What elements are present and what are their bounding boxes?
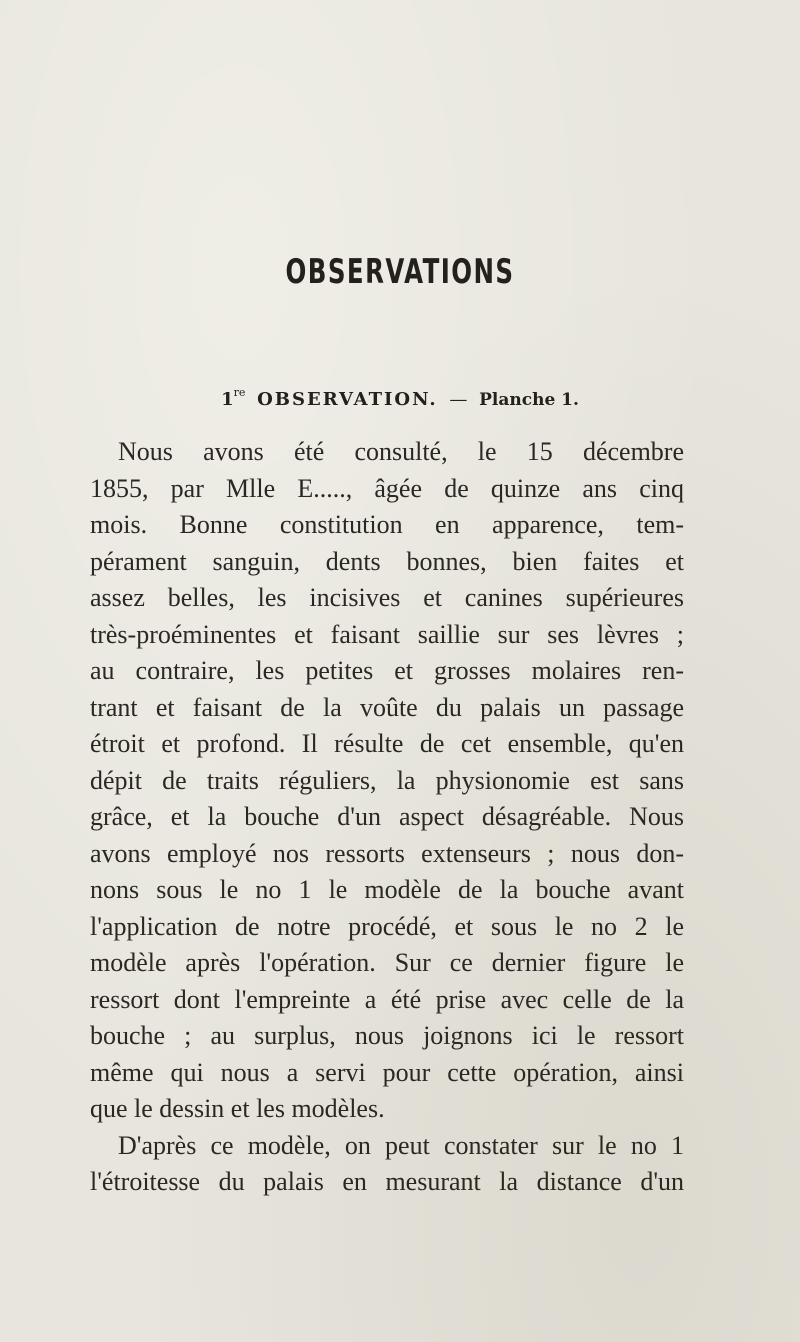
- observation-heading: [0, 388, 800, 410]
- observation-number: 1: [221, 389, 234, 410]
- text-line: au contraire, les petites et grosses molaires ren-: [90, 656, 684, 685]
- text-line: modèle après l'opération. Sur ce dernier figure le: [90, 948, 684, 977]
- heading-dash: —: [449, 389, 468, 410]
- plate-reference: Planche 1.: [479, 390, 579, 410]
- text-line: bouche ; au surplus, nous joignons ici le ressort: [90, 1021, 684, 1050]
- text-line: grâce, et la bouche d'un aspect désagréable. Nous: [90, 802, 684, 831]
- text-line: très-proéminentes et faisant saillie sur ses lèvres ;: [90, 619, 684, 649]
- text-line: mois. Bonne constitution en apparence, tem-: [90, 510, 684, 539]
- text-line: étroit et profond. Il résulte de cet ensemble, qu'en: [90, 729, 684, 758]
- text-line: que le dessin et les modèles.: [90, 1094, 385, 1123]
- text-line: dépit de traits réguliers, la physionomie est sans: [90, 765, 684, 795]
- text-line: avons employé nos ressorts extenseurs ; nous don-: [90, 838, 684, 868]
- text-line: nons sous le no 1 le modèle de la bouche avant: [90, 875, 684, 904]
- text-line: l'application de notre procédé, et sous le no 2 le: [90, 911, 684, 941]
- text-line: l'étroitesse du palais en mesurant la distance d'un: [90, 1167, 684, 1196]
- text-line: D'après ce modèle, on peut constater sur le no 1: [118, 1130, 684, 1160]
- body-text: [90, 434, 684, 1201]
- text-line: même qui nous a servi pour cette opération, ainsi: [90, 1057, 684, 1087]
- text-line: pérament sanguin, dents bonnes, bien faites et: [90, 546, 684, 576]
- observation-number-suffix: re: [233, 386, 246, 399]
- text-line: ressort dont l'empreinte a été prise avec celle de la: [90, 984, 684, 1014]
- text-line: Nous avons été consulté, le 15 décembre: [118, 437, 684, 466]
- observation-label: OBSERVATION.: [257, 389, 438, 410]
- text-line: assez belles, les incisives et canines supérieures: [90, 583, 684, 612]
- text-line: 1855, par Mlle E....., âgée de quinze ans cinq: [90, 473, 684, 503]
- text-line: trant et faisant de la voûte du palais un passage: [90, 692, 684, 722]
- page-title: OBSERVATIONS: [285, 252, 515, 292]
